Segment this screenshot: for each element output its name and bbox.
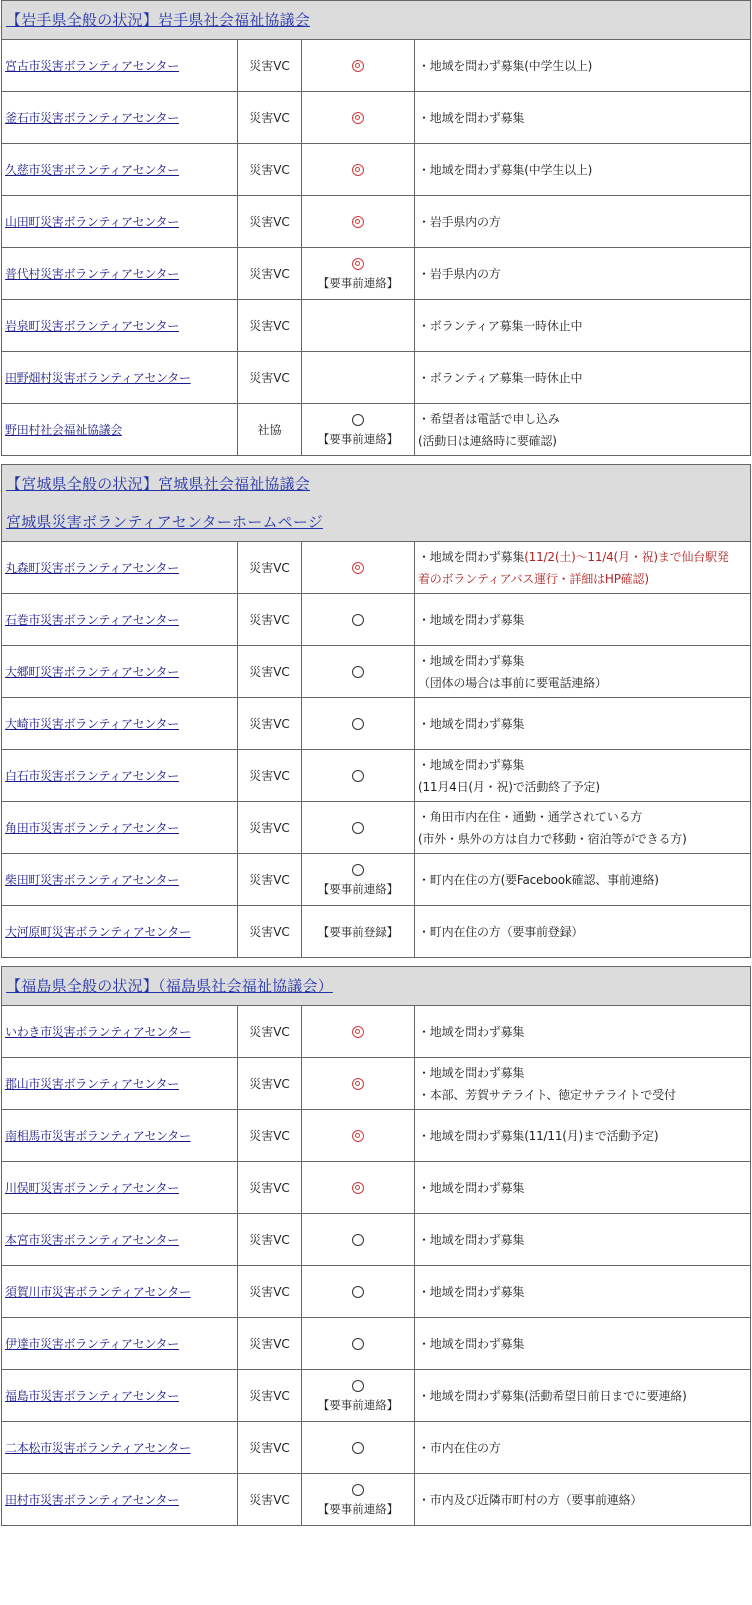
status-cell (302, 802, 415, 854)
table-row (2, 196, 751, 248)
status-cell (302, 906, 415, 958)
notes-cell (415, 1266, 751, 1318)
note-line: ・町内在住の方(要Facebook確認、事前連絡) (418, 872, 659, 887)
center-link[interactable]: 久慈市災害ボランティアセンター (5, 163, 179, 177)
notes-cell (415, 300, 751, 352)
status-cell (302, 1266, 415, 1318)
section-header-line (6, 465, 746, 503)
status-mark (302, 1179, 414, 1197)
status-cell (302, 40, 415, 92)
status-cell (302, 300, 415, 352)
note-text: ・地域を問わず募集 (418, 549, 525, 564)
table-row (2, 404, 751, 456)
status-cell (302, 1162, 415, 1214)
center-type: 災害VC (238, 1162, 302, 1214)
notes-cell (415, 1318, 751, 1370)
notes-cell (415, 542, 751, 594)
status-mark (302, 1335, 414, 1353)
status-mark (302, 255, 414, 273)
double-circle-icon (352, 112, 364, 124)
center-type: 災害VC (238, 1474, 302, 1526)
double-circle-icon (352, 1182, 364, 1194)
note-line: ・地域を問わず募集 (418, 1024, 525, 1039)
note-line: (市外・県外の方は自力で移動・宿泊等ができる方) (418, 831, 687, 846)
note-line: ・岩手県内の方 (418, 266, 501, 281)
center-link[interactable]: 福島市災害ボランティアセンター (5, 1389, 179, 1403)
center-link[interactable]: 須賀川市災害ボランティアセンター (5, 1285, 191, 1299)
center-link[interactable]: 山田町災害ボランティアセンター (5, 215, 179, 229)
section-header-line (6, 967, 746, 1005)
notes-cell (415, 1058, 751, 1110)
center-name-cell (2, 750, 238, 802)
center-name-cell (2, 1110, 238, 1162)
circle-icon (352, 864, 364, 876)
notes-cell (415, 854, 751, 906)
center-name-cell (2, 542, 238, 594)
center-name-cell (2, 144, 238, 196)
advance-notice-label: 【要事前連絡】 (317, 275, 399, 290)
status-cell (302, 1370, 415, 1422)
table-row (2, 1058, 751, 1110)
table-row (2, 646, 751, 698)
center-type: 災害VC (238, 1058, 302, 1110)
center-link[interactable]: 石巻市災害ボランティアセンター (5, 613, 179, 627)
note-line: ・地域を問わず募集 (418, 1232, 525, 1247)
notes-cell (415, 802, 751, 854)
circle-icon (352, 1380, 364, 1392)
status-cell (302, 1318, 415, 1370)
center-type: 災害VC (238, 196, 302, 248)
table-row (2, 1318, 751, 1370)
status-cell (302, 542, 415, 594)
status-cell (302, 854, 415, 906)
notes-cell (415, 404, 751, 456)
status-cell (302, 92, 415, 144)
notes-cell (415, 1214, 751, 1266)
double-circle-icon (352, 1130, 364, 1142)
notes-cell (415, 144, 751, 196)
center-name-cell (2, 802, 238, 854)
center-link[interactable]: 普代村災害ボランティアセンター (5, 267, 179, 281)
center-name-cell (2, 906, 238, 958)
status-mark (302, 1231, 414, 1249)
center-link[interactable]: いわき市災害ボランティアセンター (5, 1025, 191, 1039)
table-row (2, 1266, 751, 1318)
note-line: ・希望者は電話で申し込み (418, 411, 560, 426)
section-header-line (6, 1, 746, 39)
table-row (2, 300, 751, 352)
center-name-cell (2, 1058, 238, 1110)
note-line: （団体の場合は事前に要電話連絡） (418, 675, 607, 690)
center-type: 災害VC (238, 1370, 302, 1422)
status-cell (302, 594, 415, 646)
section-header-row (2, 1, 751, 40)
center-type: 災害VC (238, 248, 302, 300)
center-link[interactable]: 南相馬市災害ボランティアセンター (5, 1129, 191, 1143)
section-gap (0, 958, 752, 966)
section-table (1, 464, 751, 958)
status-mark (302, 861, 414, 879)
center-link[interactable]: 角田市災害ボランティアセンター (5, 821, 179, 835)
status-mark (302, 1377, 414, 1395)
circle-icon (352, 414, 364, 426)
center-type: 災害VC (238, 646, 302, 698)
note-line: ・地域を問わず募集(中学生以上) (418, 58, 593, 73)
notes-cell (415, 40, 751, 92)
center-name-cell (2, 92, 238, 144)
status-mark (302, 1075, 414, 1093)
notes-cell (415, 1422, 751, 1474)
note-line: ・市内及び近隣市町村の方（要事前連絡） (418, 1492, 643, 1507)
table-row (2, 1474, 751, 1526)
center-link[interactable]: 田野畑村災害ボランティアセンター (5, 371, 191, 385)
double-circle-icon (352, 60, 364, 72)
center-link[interactable]: 野田村社会福祉協議会 (5, 423, 123, 437)
status-cell (302, 144, 415, 196)
note-line: ・市内在住の方 (418, 1440, 501, 1455)
center-type: 災害VC (238, 1422, 302, 1474)
table-row (2, 542, 751, 594)
notes-cell (415, 248, 751, 300)
notes-cell (415, 906, 751, 958)
status-cell (302, 698, 415, 750)
status-mark (302, 1439, 414, 1457)
notes-cell (415, 92, 751, 144)
table-row (2, 248, 751, 300)
status-cell (302, 1110, 415, 1162)
center-type: 災害VC (238, 1266, 302, 1318)
note-line: ・本部、芳賀サテライト、徳定サテライトで受付 (418, 1087, 676, 1102)
note-line: ・地域を問わず募集 (418, 110, 525, 125)
status-cell (302, 248, 415, 300)
center-name-cell (2, 1006, 238, 1058)
note-line: ・地域を問わず募集 (418, 716, 525, 731)
status-cell (302, 196, 415, 248)
table-row (2, 40, 751, 92)
center-link[interactable]: 田村市災害ボランティアセンター (5, 1493, 179, 1507)
center-name-cell (2, 854, 238, 906)
notes-cell (415, 1110, 751, 1162)
circle-icon (352, 718, 364, 730)
status-cell (302, 646, 415, 698)
table-row (2, 144, 751, 196)
note-line: ・岩手県内の方 (418, 214, 501, 229)
advance-notice-label: 【要事前連絡】 (317, 1501, 399, 1516)
section-header-row (2, 967, 751, 1006)
status-mark (302, 1481, 414, 1499)
table-row (2, 854, 751, 906)
center-name-cell (2, 352, 238, 404)
section-header (2, 967, 751, 1006)
note-line: ・地域を問わず募集 (418, 1180, 525, 1195)
note-line: 着のボランティアバス運行・詳細はHP確認) (418, 571, 649, 586)
center-link[interactable]: 丸森町災害ボランティアセンター (5, 561, 179, 575)
section-homepage-link[interactable]: 宮城県災害ボランティアセンターホームページ (6, 513, 323, 531)
advance-notice-label: 【要事前連絡】 (317, 1397, 399, 1412)
table-row (2, 594, 751, 646)
section-header-line (6, 503, 746, 541)
notes-cell (415, 1370, 751, 1422)
section-gap (0, 456, 752, 464)
note-line: ・地域を問わず募集 (418, 1336, 525, 1351)
status-mark (302, 57, 414, 75)
status-mark (302, 1023, 414, 1041)
center-type: 災害VC (238, 1214, 302, 1266)
circle-icon (352, 1484, 364, 1496)
circle-icon (352, 1286, 364, 1298)
note-line: (活動日は連絡時に要確認) (418, 433, 557, 448)
status-mark (302, 1127, 414, 1145)
status-cell (302, 1006, 415, 1058)
section-title-link[interactable]: 【岩手県全般の状況】岩手県社会福祉協議会 (6, 11, 311, 29)
center-name-cell (2, 196, 238, 248)
note-highlight: (11/2(土)～11/4(月・祝)まで仙台駅発 (524, 549, 729, 564)
table-row (2, 1162, 751, 1214)
status-mark (302, 109, 414, 127)
note-line: ・地域を問わず募集 (418, 612, 525, 627)
center-type: 災害VC (238, 1110, 302, 1162)
notes-cell (415, 1162, 751, 1214)
section-header-row (2, 465, 751, 542)
notes-cell (415, 352, 751, 404)
note-line: ・地域を問わず募集 (418, 757, 525, 772)
center-name-cell (2, 40, 238, 92)
notes-cell (415, 698, 751, 750)
status-mark (302, 161, 414, 179)
table-row (2, 1422, 751, 1474)
table-row (2, 1214, 751, 1266)
status-mark (302, 715, 414, 733)
double-circle-icon (352, 1078, 364, 1090)
status-cell (302, 1474, 415, 1526)
center-type: 災害VC (238, 352, 302, 404)
notes-cell (415, 1474, 751, 1526)
note-line: ・地域を問わず募集(活動希望日前日までに要連絡) (418, 1388, 687, 1403)
circle-icon (352, 1338, 364, 1350)
center-name-cell (2, 1214, 238, 1266)
table-row (2, 1006, 751, 1058)
double-circle-icon (352, 562, 364, 574)
double-circle-icon (352, 258, 364, 270)
table-row (2, 906, 751, 958)
status-mark (302, 411, 414, 429)
double-circle-icon (352, 216, 364, 228)
center-type: 災害VC (238, 854, 302, 906)
notes-cell (415, 196, 751, 248)
advance-notice-label: 【要事前登録】 (317, 924, 399, 939)
center-name-cell (2, 1474, 238, 1526)
center-name-cell (2, 1266, 238, 1318)
section-table (1, 966, 751, 1526)
center-link[interactable]: 二本松市災害ボランティアセンター (5, 1441, 191, 1455)
table-row (2, 802, 751, 854)
center-link[interactable]: 宮古市災害ボランティアセンター (5, 59, 179, 73)
status-mark (302, 611, 414, 629)
notes-cell (415, 750, 751, 802)
center-type: 災害VC (238, 906, 302, 958)
advance-notice-label: 【要事前連絡】 (317, 431, 399, 446)
section-header (2, 1, 751, 40)
advance-notice-label: 【要事前連絡】 (317, 881, 399, 896)
status-cell (302, 1422, 415, 1474)
status-mark (302, 767, 414, 785)
center-link[interactable]: 白石市災害ボランティアセンター (5, 769, 179, 783)
center-link[interactable]: 大郷町災害ボランティアセンター (5, 665, 179, 679)
circle-icon (352, 822, 364, 834)
table-row (2, 1370, 751, 1422)
center-link[interactable]: 伊達市災害ボランティアセンター (5, 1337, 179, 1351)
note-line: ・ボランティア募集一時休止中 (418, 318, 583, 333)
section-table (1, 0, 751, 456)
table-row (2, 92, 751, 144)
center-type: 災害VC (238, 1318, 302, 1370)
note-line: ・地域を問わず募集(中学生以上) (418, 162, 593, 177)
center-name-cell (2, 646, 238, 698)
notes-cell (415, 594, 751, 646)
center-name-cell (2, 698, 238, 750)
table-row (2, 1110, 751, 1162)
notes-cell (415, 646, 751, 698)
note-line: ・ボランティア募集一時休止中 (418, 370, 583, 385)
note-line: ・町内在住の方（要事前登録） (418, 924, 584, 939)
section-title-link[interactable]: 【福島県全般の状況】（福島県社会福祉協議会） (6, 977, 333, 995)
notes-cell (415, 1006, 751, 1058)
status-cell (302, 750, 415, 802)
table-row (2, 698, 751, 750)
center-type: 災害VC (238, 1006, 302, 1058)
center-link[interactable]: 柴田町災害ボランティアセンター (5, 873, 179, 887)
center-link[interactable]: 大崎市災害ボランティアセンター (5, 717, 179, 731)
center-type: 災害VC (238, 542, 302, 594)
status-mark (302, 819, 414, 837)
status-mark (302, 213, 414, 231)
center-type: 災害VC (238, 750, 302, 802)
double-circle-icon (352, 1026, 364, 1038)
center-name-cell (2, 404, 238, 456)
status-mark (302, 663, 414, 681)
table-row (2, 352, 751, 404)
center-name-cell (2, 248, 238, 300)
center-link[interactable]: 釜石市災害ボランティアセンター (5, 111, 179, 125)
center-type: 災害VC (238, 300, 302, 352)
table-row (2, 750, 751, 802)
status-cell (302, 352, 415, 404)
status-cell (302, 1058, 415, 1110)
status-cell (302, 404, 415, 456)
center-link[interactable]: 本宮市災害ボランティアセンター (5, 1233, 179, 1247)
center-link[interactable]: 郡山市災害ボランティアセンター (5, 1077, 179, 1091)
center-name-cell (2, 300, 238, 352)
circle-icon (352, 614, 364, 626)
center-name-cell (2, 1162, 238, 1214)
center-type: 災害VC (238, 40, 302, 92)
center-type: 災害VC (238, 802, 302, 854)
status-mark (302, 1283, 414, 1301)
double-circle-icon (352, 164, 364, 176)
center-name-cell (2, 1318, 238, 1370)
center-name-cell (2, 1422, 238, 1474)
circle-icon (352, 666, 364, 678)
center-type: 社協 (238, 404, 302, 456)
note-line: ・地域を問わず募集 (418, 1284, 525, 1299)
center-link[interactable]: 岩泉町災害ボランティアセンター (5, 319, 179, 333)
note-line: (11月4日(月・祝)で活動終了予定) (418, 779, 600, 794)
circle-icon (352, 770, 364, 782)
center-type: 災害VC (238, 594, 302, 646)
circle-icon (352, 1234, 364, 1246)
center-link[interactable]: 大河原町災害ボランティアセンター (5, 925, 191, 939)
note-line: ・地域を問わず募集 (418, 1065, 525, 1080)
status-cell (302, 1214, 415, 1266)
center-name-cell (2, 1370, 238, 1422)
section-title-link[interactable]: 【宮城県全般の状況】宮城県社会福祉協議会 (6, 475, 311, 493)
center-name-cell (2, 594, 238, 646)
note-line: ・地域を問わず募集 (418, 653, 525, 668)
center-type: 災害VC (238, 144, 302, 196)
note-line: ・地域を問わず募集(11/11(月)まで活動予定) (418, 1128, 659, 1143)
section-header (2, 465, 751, 542)
circle-icon (352, 1442, 364, 1454)
center-type: 災害VC (238, 698, 302, 750)
status-mark (302, 559, 414, 577)
center-type: 災害VC (238, 92, 302, 144)
center-link[interactable]: 川俣町災害ボランティアセンター (5, 1181, 179, 1195)
note-line: ・角田市内在住・通勤・通学されている方 (418, 809, 643, 824)
note-line (418, 546, 750, 568)
